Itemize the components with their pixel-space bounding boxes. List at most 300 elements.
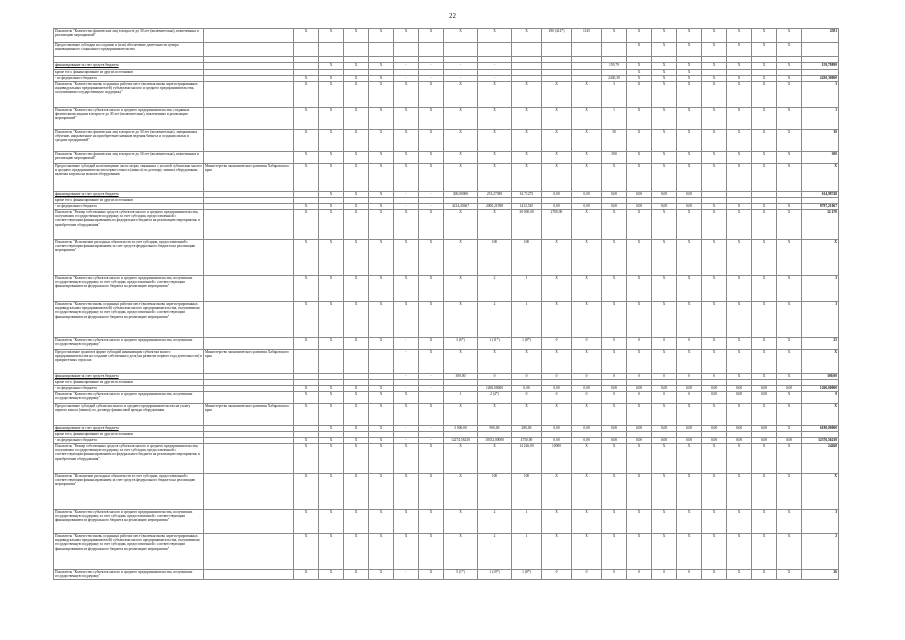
value-cell: 0,00	[727, 386, 752, 392]
value-cell: X	[369, 29, 394, 43]
table-row	[54, 444, 839, 474]
value-cell: X	[319, 426, 344, 432]
program-activities-table	[53, 28, 839, 580]
value-cell: X	[627, 350, 652, 374]
value-cell: X	[444, 164, 478, 192]
value-cell: X	[602, 164, 627, 192]
value-cell: X	[542, 82, 572, 108]
value-cell: X	[702, 63, 727, 70]
value-cell: 0,00	[572, 426, 602, 432]
total-cell: 2581	[802, 29, 839, 43]
value-cell: X	[512, 152, 542, 164]
table-row	[54, 152, 839, 164]
value-cell: 0,00	[572, 204, 602, 210]
value-cell: X	[444, 29, 478, 43]
value-cell: -	[478, 76, 512, 82]
executor-cell	[204, 63, 294, 70]
total-cell: 25	[802, 338, 839, 350]
value-cell: X	[727, 374, 752, 380]
value-cell: 0,00	[542, 438, 572, 444]
value-cell: X	[294, 386, 319, 392]
value-cell: 1	[512, 302, 542, 338]
value-cell: X	[319, 130, 344, 152]
value-cell: X	[542, 164, 572, 192]
value-cell: 14 226,00	[512, 444, 542, 474]
value-cell: 1	[512, 510, 542, 534]
value-cell: X	[444, 152, 478, 164]
value-cell: 2	[478, 302, 512, 338]
value-cell: X	[702, 164, 727, 192]
value-cell: X	[319, 510, 344, 534]
value-cell: X	[602, 29, 627, 43]
value-cell: 0,00	[572, 192, 602, 198]
value-cell: 0,00	[652, 426, 677, 432]
value-cell: X	[777, 108, 802, 130]
executor-cell: Министерство экономического развития Хабаровского края	[204, 164, 294, 192]
table-row	[54, 29, 839, 43]
value-cell: X	[394, 474, 419, 510]
value-cell: X	[344, 82, 369, 108]
value-cell: X	[702, 82, 727, 108]
value-cell: X	[627, 76, 652, 82]
value-cell: 0,00	[727, 392, 752, 404]
value-cell: -	[444, 63, 478, 70]
value-cell: 300	[602, 152, 627, 164]
value-cell: X	[677, 29, 702, 43]
value-cell: X	[319, 386, 344, 392]
value-cell: X	[369, 108, 394, 130]
value-cell: X	[294, 276, 319, 302]
total-cell: X	[802, 164, 839, 192]
value-cell	[319, 43, 344, 57]
value-cell: X	[727, 444, 752, 474]
value-cell: 10352,00000	[478, 438, 512, 444]
value-cell: X	[478, 210, 512, 240]
value-cell: X	[344, 276, 369, 302]
total-cell: X	[802, 404, 839, 426]
value-cell: 0	[542, 338, 572, 350]
value-cell: 0	[542, 392, 572, 404]
value-cell: X	[777, 404, 802, 426]
value-cell: X	[344, 438, 369, 444]
executor-cell	[204, 43, 294, 57]
value-cell: X	[627, 240, 652, 276]
value-cell: 300,00	[444, 374, 478, 380]
total-cell: X	[802, 350, 839, 374]
table-row	[54, 350, 839, 374]
value-cell: -	[394, 76, 419, 82]
value-cell: 100	[478, 474, 512, 510]
value-cell: X	[652, 350, 677, 374]
value-cell: 1	[512, 276, 542, 302]
value-cell: -	[419, 204, 444, 210]
value-cell: X	[752, 350, 777, 374]
value-cell: 0,00	[542, 426, 572, 432]
value-cell: X	[319, 392, 344, 404]
value-cell: X	[727, 29, 752, 43]
value-cell	[294, 43, 319, 57]
activity-description: - из федерального бюджета	[54, 438, 204, 444]
value-cell: X	[677, 43, 702, 57]
page-number: 22	[449, 12, 456, 20]
value-cell: X	[602, 240, 627, 276]
value-cell: 1145	[572, 29, 602, 43]
value-cell: X	[702, 240, 727, 276]
value-cell: X	[369, 76, 394, 82]
value-cell: X	[652, 70, 677, 76]
value-cell: 0,00	[702, 392, 727, 404]
value-cell: X	[702, 338, 727, 350]
value-cell: X	[344, 386, 369, 392]
value-cell: -	[394, 426, 419, 432]
value-cell: X	[319, 338, 344, 350]
value-cell: X	[777, 82, 802, 108]
value-cell: 100	[512, 474, 542, 510]
value-cell: X	[627, 210, 652, 240]
value-cell: X	[627, 130, 652, 152]
value-cell: 900,00	[478, 426, 512, 432]
value-cell: 0	[512, 392, 542, 404]
value-cell: X	[572, 474, 602, 510]
value-cell: X	[419, 302, 444, 338]
value-cell: X	[702, 302, 727, 338]
total-cell: 26	[802, 570, 839, 580]
activity-description: кроме того, финансирование из других источников	[54, 198, 204, 204]
value-cell	[419, 43, 444, 57]
value-cell: 0	[572, 570, 602, 580]
value-cell: 0	[652, 570, 677, 580]
value-cell: X	[444, 350, 478, 374]
value-cell: X	[369, 210, 394, 240]
value-cell: X	[294, 338, 319, 350]
value-cell: X	[627, 43, 652, 57]
value-cell: X	[602, 276, 627, 302]
value-cell: X	[294, 29, 319, 43]
activity-description: Показатель "Количество вновь созданных рабочих мест (включая вновь зарегистрированных индивидуальных предпринимателей) субъектами малого предпринимательства, получившими государственную поддержку за счет субсидии, предоставленной с соответствующим финансированием из федерального бюджета на реализацию мероприятия"	[54, 302, 204, 338]
value-cell: X	[652, 76, 677, 82]
value-cell: X	[344, 444, 369, 474]
value-cell: 30	[602, 130, 627, 152]
value-cell: X	[677, 240, 702, 276]
table-row	[54, 534, 839, 570]
value-cell: 0,00	[542, 192, 572, 198]
value-cell: 0,00	[602, 386, 627, 392]
value-cell: X	[702, 570, 727, 580]
value-cell: X	[627, 63, 652, 70]
activity-description: финансирование за счет средств бюджета	[54, 63, 204, 70]
value-cell: X	[777, 29, 802, 43]
value-cell: X	[294, 82, 319, 108]
value-cell: X	[419, 130, 444, 152]
value-cell: X	[319, 82, 344, 108]
value-cell: X	[752, 164, 777, 192]
table-row	[54, 510, 839, 534]
value-cell: 0,00	[542, 386, 572, 392]
value-cell: X	[702, 130, 727, 152]
value-cell	[444, 43, 478, 57]
value-cell: 0	[652, 338, 677, 350]
value-cell: X	[344, 108, 369, 130]
executor-cell: Министерство экономического развития Хабаровского края	[204, 404, 294, 426]
value-cell	[572, 43, 602, 57]
value-cell: X	[652, 130, 677, 152]
value-cell: X	[478, 404, 512, 426]
value-cell: X	[294, 302, 319, 338]
value-cell	[369, 43, 394, 57]
value-cell: X	[627, 108, 652, 130]
value-cell: 0	[677, 570, 702, 580]
value-cell: 1260,00000	[478, 386, 512, 392]
value-cell: 0,00	[677, 426, 702, 432]
executor-cell: Министерство экономического развития Хабаровского края	[204, 350, 294, 374]
value-cell: X	[394, 276, 419, 302]
value-cell: 0	[677, 338, 702, 350]
value-cell: X	[344, 204, 369, 210]
value-cell: X	[752, 276, 777, 302]
value-cell: X	[677, 130, 702, 152]
value-cell: X	[677, 444, 702, 474]
value-cell: X	[777, 444, 802, 474]
value-cell: X	[727, 276, 752, 302]
value-cell: 0	[602, 338, 627, 350]
value-cell: X	[652, 43, 677, 57]
value-cell: X	[752, 240, 777, 276]
value-cell: 0	[652, 392, 677, 404]
value-cell: 0,00	[627, 438, 652, 444]
value-cell: X	[752, 204, 777, 210]
activity-description: Предоставление субсидии на создание и (или) обеспечение деятельности центра инновационного социального предпринимательства	[54, 43, 204, 57]
value-cell: X	[344, 210, 369, 240]
value-cell: X	[702, 152, 727, 164]
value-cell: X	[344, 164, 369, 192]
value-cell: X	[752, 338, 777, 350]
value-cell: 0	[652, 374, 677, 380]
value-cell: 1 (11*)	[478, 338, 512, 350]
value-cell: 100	[512, 240, 542, 276]
value-cell: X	[542, 510, 572, 534]
value-cell: X	[542, 302, 572, 338]
executor-cell	[204, 570, 294, 580]
value-cell: X	[652, 404, 677, 426]
value-cell: -	[394, 192, 419, 198]
value-cell: 0	[572, 392, 602, 404]
value-cell: 0,00	[572, 386, 602, 392]
value-cell: X	[777, 43, 802, 57]
value-cell: X	[572, 510, 602, 534]
value-cell: X	[294, 108, 319, 130]
executor-cell	[204, 392, 294, 404]
value-cell: 0,00	[702, 386, 727, 392]
value-cell: 2700,00	[542, 210, 572, 240]
value-cell: X	[752, 404, 777, 426]
value-cell: X	[752, 474, 777, 510]
value-cell: 0	[627, 392, 652, 404]
value-cell: X	[542, 350, 572, 374]
value-cell: X	[677, 108, 702, 130]
value-cell: X	[419, 350, 444, 374]
value-cell	[602, 43, 627, 57]
value-cell: X	[419, 164, 444, 192]
value-cell: X	[702, 350, 727, 374]
value-cell: 0,00	[677, 204, 702, 210]
value-cell: X	[294, 534, 319, 570]
value-cell: 1 (8*)	[512, 570, 542, 580]
value-cell: X	[419, 338, 444, 350]
value-cell: X	[777, 164, 802, 192]
value-cell: 0,00	[627, 386, 652, 392]
value-cell: 0	[702, 374, 727, 380]
value-cell: 0	[677, 392, 702, 404]
value-cell	[294, 350, 319, 374]
total-cell: 1260,00000	[802, 386, 839, 392]
value-cell: X	[652, 108, 677, 130]
value-cell: X	[702, 76, 727, 82]
value-cell: X	[294, 152, 319, 164]
value-cell: X	[652, 302, 677, 338]
value-cell: 0,00	[752, 438, 777, 444]
value-cell	[572, 63, 602, 70]
value-cell: X	[727, 570, 752, 580]
value-cell: 290 (414*)	[542, 29, 572, 43]
value-cell: X	[344, 63, 369, 70]
value-cell: 12274,56230	[444, 438, 478, 444]
value-cell: X	[727, 152, 752, 164]
total-cell	[802, 43, 839, 57]
total-cell: 3	[802, 276, 839, 302]
value-cell: X	[294, 404, 319, 426]
value-cell: X	[652, 82, 677, 108]
value-cell	[344, 43, 369, 57]
table-row	[54, 474, 839, 510]
value-cell: X	[419, 404, 444, 426]
activity-description: кроме того, финансирование из других источников	[54, 432, 204, 438]
value-cell: X	[512, 164, 542, 192]
total-cell: 1	[802, 108, 839, 130]
value-cell: X	[419, 444, 444, 474]
value-cell: 0,00	[752, 392, 777, 404]
value-cell: X	[777, 350, 802, 374]
value-cell: -	[419, 76, 444, 82]
value-cell: X	[627, 474, 652, 510]
table-row	[54, 63, 839, 70]
value-cell: X	[344, 29, 369, 43]
value-cell: 0,00	[777, 386, 802, 392]
activity-description: Показатель "Исполнение расходных обязательств за счет субсидии, предоставленной с соответствующим финансированием за счет средств федерального бюджета на реализацию мероприятия"	[54, 474, 204, 510]
value-cell: X	[627, 444, 652, 474]
value-cell: 0,00	[652, 438, 677, 444]
value-cell: X	[344, 570, 369, 580]
value-cell: X	[652, 240, 677, 276]
table-row	[54, 82, 839, 108]
activity-description: финансирование за счет средств бюджета	[54, 192, 204, 198]
value-cell: X	[419, 82, 444, 108]
value-cell: X	[677, 70, 702, 76]
value-cell: X	[419, 29, 444, 43]
value-cell: 0,00	[677, 386, 702, 392]
value-cell: X	[777, 240, 802, 276]
value-cell: 300,00000	[444, 192, 478, 198]
total-cell: X	[802, 240, 839, 276]
value-cell: X	[319, 63, 344, 70]
value-cell: X	[294, 240, 319, 276]
value-cell: X	[752, 82, 777, 108]
value-cell: X	[319, 192, 344, 198]
total-cell: 8797,21067	[802, 204, 839, 210]
value-cell: X	[394, 534, 419, 570]
value-cell: -	[419, 192, 444, 198]
value-cell: X	[294, 438, 319, 444]
value-cell	[394, 43, 419, 57]
value-cell: 0,00	[702, 426, 727, 432]
value-cell: X	[478, 108, 512, 130]
value-cell: X	[652, 510, 677, 534]
value-cell: -	[394, 204, 419, 210]
executor-cell	[204, 338, 294, 350]
value-cell: -	[394, 338, 419, 350]
value-cell: X	[777, 63, 802, 70]
executor-cell	[204, 29, 294, 43]
value-cell: X	[727, 338, 752, 350]
value-cell: X	[478, 152, 512, 164]
value-cell: X	[652, 164, 677, 192]
value-cell: X	[677, 164, 702, 192]
executor-cell	[204, 130, 294, 152]
value-cell: X	[702, 210, 727, 240]
value-cell: X	[478, 29, 512, 43]
value-cell: X	[369, 302, 394, 338]
value-cell: X	[542, 240, 572, 276]
value-cell: X	[727, 204, 752, 210]
activity-description: кроме того, финансирование из других источников	[54, 70, 204, 76]
value-cell: X	[512, 404, 542, 426]
value-cell: X	[542, 276, 572, 302]
value-cell: X	[344, 130, 369, 152]
value-cell: X	[512, 29, 542, 43]
value-cell: X	[652, 474, 677, 510]
value-cell: X	[727, 404, 752, 426]
value-cell: X	[319, 76, 344, 82]
value-cell: 0,00	[702, 438, 727, 444]
value-cell: X	[319, 444, 344, 474]
value-cell: X	[572, 130, 602, 152]
value-cell: 0	[602, 374, 627, 380]
value-cell: 1412,545	[512, 204, 542, 210]
value-cell: X	[727, 130, 752, 152]
value-cell: X	[542, 534, 572, 570]
value-cell: 1	[444, 392, 478, 404]
table-row	[54, 43, 839, 57]
value-cell: X	[752, 29, 777, 43]
value-cell: X	[727, 76, 752, 82]
value-cell: X	[344, 152, 369, 164]
total-cell: 24268	[802, 444, 839, 474]
value-cell: 3 (6*)	[444, 338, 478, 350]
value-cell: -	[394, 438, 419, 444]
value-cell: 61,71275	[512, 192, 542, 198]
value-cell: 5 000,00	[444, 426, 478, 432]
executor-cell	[204, 240, 294, 276]
value-cell: X	[752, 444, 777, 474]
activity-description: - из федерального бюджета	[54, 76, 204, 82]
value-cell: X	[394, 130, 419, 152]
value-cell: X	[369, 426, 394, 432]
value-cell: 3	[602, 82, 627, 108]
value-cell	[542, 63, 572, 70]
value-cell: X	[677, 210, 702, 240]
value-cell: X	[394, 164, 419, 192]
value-cell: 2	[478, 534, 512, 570]
value-cell: 280,00	[512, 426, 542, 432]
